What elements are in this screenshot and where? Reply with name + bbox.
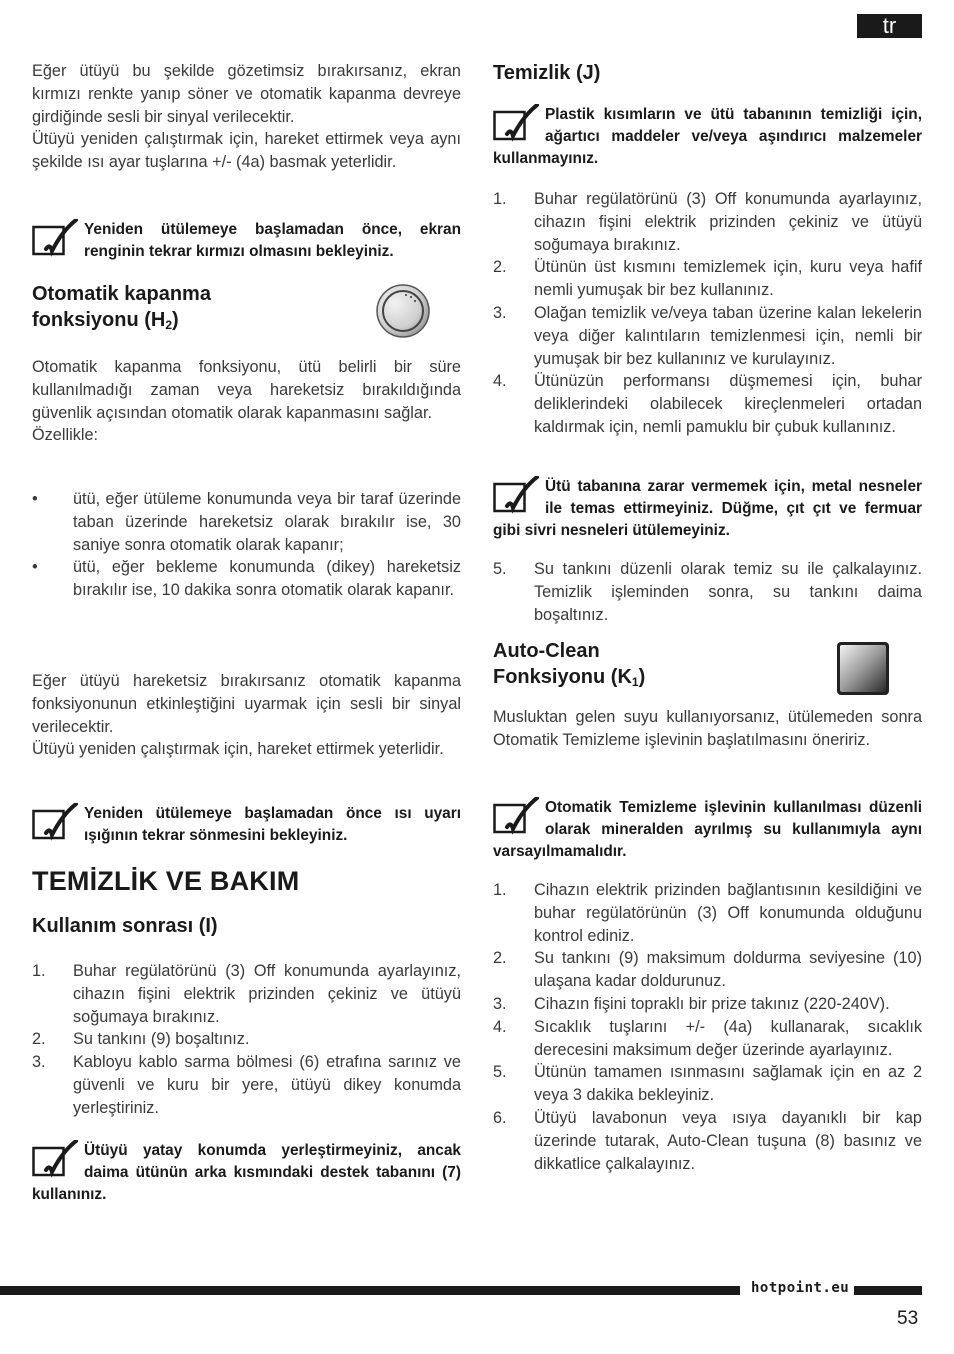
cleaning-steps	[493, 188, 922, 439]
autooff-bullets	[32, 488, 461, 602]
numbered-list	[32, 960, 461, 1120]
list-item: 5. Ütünün tamamen ısınmasını sağlamak için en az 2 veya 3 dakika bekleyiniz.	[493, 1063, 922, 1105]
checkbox-check-icon	[493, 104, 539, 142]
after-use-heading: Kullanım sonrası (I)	[32, 915, 218, 937]
after-use-steps	[32, 960, 461, 1120]
brand-text: hotpoint.eu	[751, 1280, 850, 1296]
note-text-5: Ütü tabanına zarar vermemek için, metal nesneler ile temas ettirmeyiniz. Düğme, çıt çıt ve fermuar gibi sivri nesneleri ütülemeyiniz.	[493, 478, 922, 539]
note-block-4	[493, 104, 922, 170]
note-block-2	[32, 803, 461, 847]
list-item: 4. Sıcaklık tuşlarını +/- (4a) kullanarak, sıcaklık derecesini maksimum değer üzerinde ayarlayınız.	[493, 1017, 922, 1059]
checkbox-check-icon	[493, 476, 539, 514]
list-item: 3. Cihazın fişini topraklı bir prize takınız (220-240V).	[493, 994, 890, 1013]
list-item: 3. Olağan temizlik ve/veya taban üzerine kalan lekelerin veya diğer kalıntıların temizlenmesi için, nemli bir yumuşak bir bez kullanınız ve kurulayınız.	[493, 303, 922, 368]
autoclean-heading-line-1: Auto-Clean	[493, 640, 600, 662]
gradient-square-icon	[836, 641, 890, 696]
list-item: 1. Buhar regülatörünü (3) Off konumunda ayarlayınız, cihazın fişini elektrik prizinden çekiniz ve ütüyü soğumaya bırakınız.	[493, 190, 922, 254]
note-text-4: Plastik kısımların ve ütü tabanının temizliği için, ağartıcı maddeler ve/veya aşındırıcı malzemeler kullanmayınız.	[493, 106, 922, 167]
list-item: 1. Cihazın elektrik prizinden bağlantısının kesildiğini ve buhar regülatörünün (3) Off konumunda olduğunu kontrol ediniz.	[493, 881, 922, 945]
note-block-3	[32, 1140, 461, 1206]
checkbox-check-icon	[32, 803, 78, 841]
note-text-6: Otomatik Temizleme işlevinin kullanılması düzenli olarak mineralden ayrılmış su kullanımıyla aynı varsayılmamalıdır.	[493, 799, 922, 860]
autoclean-paragraph: Musluktan gelen suyu kullanıyorsanız, ütülemeden sonra Otomatik Temizleme işlevinin başlatılmasını öneririz.	[493, 708, 922, 749]
cleaning-heading-block	[493, 60, 922, 86]
numbered-list	[493, 879, 922, 1175]
autoclean-description	[493, 706, 922, 752]
cleaning-heading: Temizlik (J)	[493, 62, 601, 84]
autooff-heading-line-1: Otomatik kapanma	[32, 283, 211, 305]
autooff-description	[32, 356, 461, 447]
list-item: 2. Ütünün üst kısmını temizlemek için, kuru veya hafif nemli yumuşak bir bez kullanınız.	[493, 258, 922, 300]
footer-bar-left	[0, 1286, 740, 1295]
page-number: 53	[897, 1308, 919, 1329]
signal-block	[32, 670, 461, 761]
signal-paragraph: Eğer ütüyü hareketsiz bırakırsanız otomatik kapanma fonksiyonunun etkinleştiğini uyarmak için sesli bir sinyal verilecektir.	[32, 672, 461, 736]
list-item: 5. Su tankını düzenli olarak temiz su ile çalkalayınız. Temizlik işleminden sonra, su tankını daima boşaltınız.	[493, 560, 922, 624]
language-tab: tr	[857, 14, 922, 38]
numbered-list	[493, 558, 922, 626]
round-knob-icon	[375, 283, 431, 339]
cleaning-step-5	[493, 558, 922, 626]
footer-bar-right	[854, 1286, 922, 1295]
note-text-3: Ütüyü yatay konumda yerleştirmeyiniz, ancak daima ütünün arka kısmındaki destek tabanını (7) kullanınız.	[32, 1142, 461, 1203]
note-block-6	[493, 797, 922, 863]
autoclean-steps	[493, 879, 922, 1175]
checkbox-check-icon	[493, 797, 539, 835]
intro-block	[32, 60, 461, 174]
list-item: 3. Kabloyu kablo sarma bölmesi (6) etrafına sarınız ve güvenli ve kuru bir yere, ütüyü dikey konumda yerleştiriniz.	[32, 1053, 461, 1117]
autoclean-heading-line-2: Fonksiyonu $(K_1)$	[493, 666, 646, 689]
checkbox-check-icon	[32, 1140, 78, 1178]
especially-label: Özellikle:	[32, 426, 99, 445]
list-item: 1. Buhar regülatörünü (3) Off konumunda ayarlayınız, cihazın fişini elektrik prizinden çekiniz ve ütüyü soğumaya bırakınız.	[32, 962, 461, 1026]
after-use-heading-block	[32, 913, 461, 939]
autooff-heading-line-2: fonksiyonu $(H_2)$	[32, 309, 179, 332]
note-text-1: Yeniden ütülemeye başlamadan önce, ekran renginin tekrar kırmızı olmasını bekleyiniz.	[84, 221, 461, 260]
checkbox-check-icon	[32, 219, 78, 257]
list-item: 4. Ütünüzün performansı düşmemesi için, buhar deliklerindeki olabilecek kireçlenmeleri ortadan kaldırmak için, nemli pamuklu bir çubuk kullanınız.	[493, 372, 922, 436]
list-item: 2. Su tankını (9) maksimum doldurma seviyesine (10) ulaşana kadar doldurunuz.	[493, 949, 922, 991]
main-heading-block	[32, 866, 461, 897]
main-heading: TEMİZLİK VE BAKIM	[32, 866, 300, 896]
note-text-2: Yeniden ütülemeye başlamadan önce ısı uyarı ışığının tekrar sönmesini bekleyiniz.	[84, 805, 461, 844]
intro-paragraph-2: Ütüyü yeniden çalıştırmak için, hareket ettirmek veya aynı şekilde ısı ayar tuşlarına +/- (4a) basmak yeterlidir.	[32, 130, 461, 172]
restart-paragraph: Ütüyü yeniden çalıştırmak için, hareket ettirmek yeterlidir.	[32, 740, 444, 759]
bullet-list	[32, 488, 461, 602]
note-block-1	[32, 219, 461, 263]
list-item: 6. Ütüyü lavabonun veya ısıya dayanıklı bir kap üzerinde tutarak, Auto-Clean tuşuna (8) basınız ve dikkatlice çalkalayınız.	[493, 1108, 922, 1173]
note-block-5	[493, 476, 922, 542]
list-item: 2. Su tankını (9) boşaltınız.	[32, 1030, 250, 1049]
intro-paragraph-1: Eğer ütüyü bu şekilde gözetimsiz bırakırsanız, ekran kırmızı renkte yanıp söner ve otomatik kapanma devreye girdiğinde sesli bir sinyal verilecektir.	[32, 62, 461, 126]
list-item: • ütü, eğer bekleme konumunda (dikey) hareketsiz bırakılır ise, 10 dakika sonra otomatik olarak kapanır.	[32, 558, 461, 600]
numbered-list	[493, 188, 922, 439]
list-item: • ütü, eğer ütüleme konumunda veya bir taraf üzerinde taban üzerinde hareketsiz olarak bırakılır ise, 30 saniye sonra otomatik olarak kapanır;	[32, 490, 461, 554]
autooff-paragraph: Otomatik kapanma fonksiyonu, ütü belirli bir süre kullanılmadığı zaman veya hareketsiz bırakıldığında güvenlik açısından otomatik olarak kapanmasını sağlar.	[32, 358, 461, 422]
